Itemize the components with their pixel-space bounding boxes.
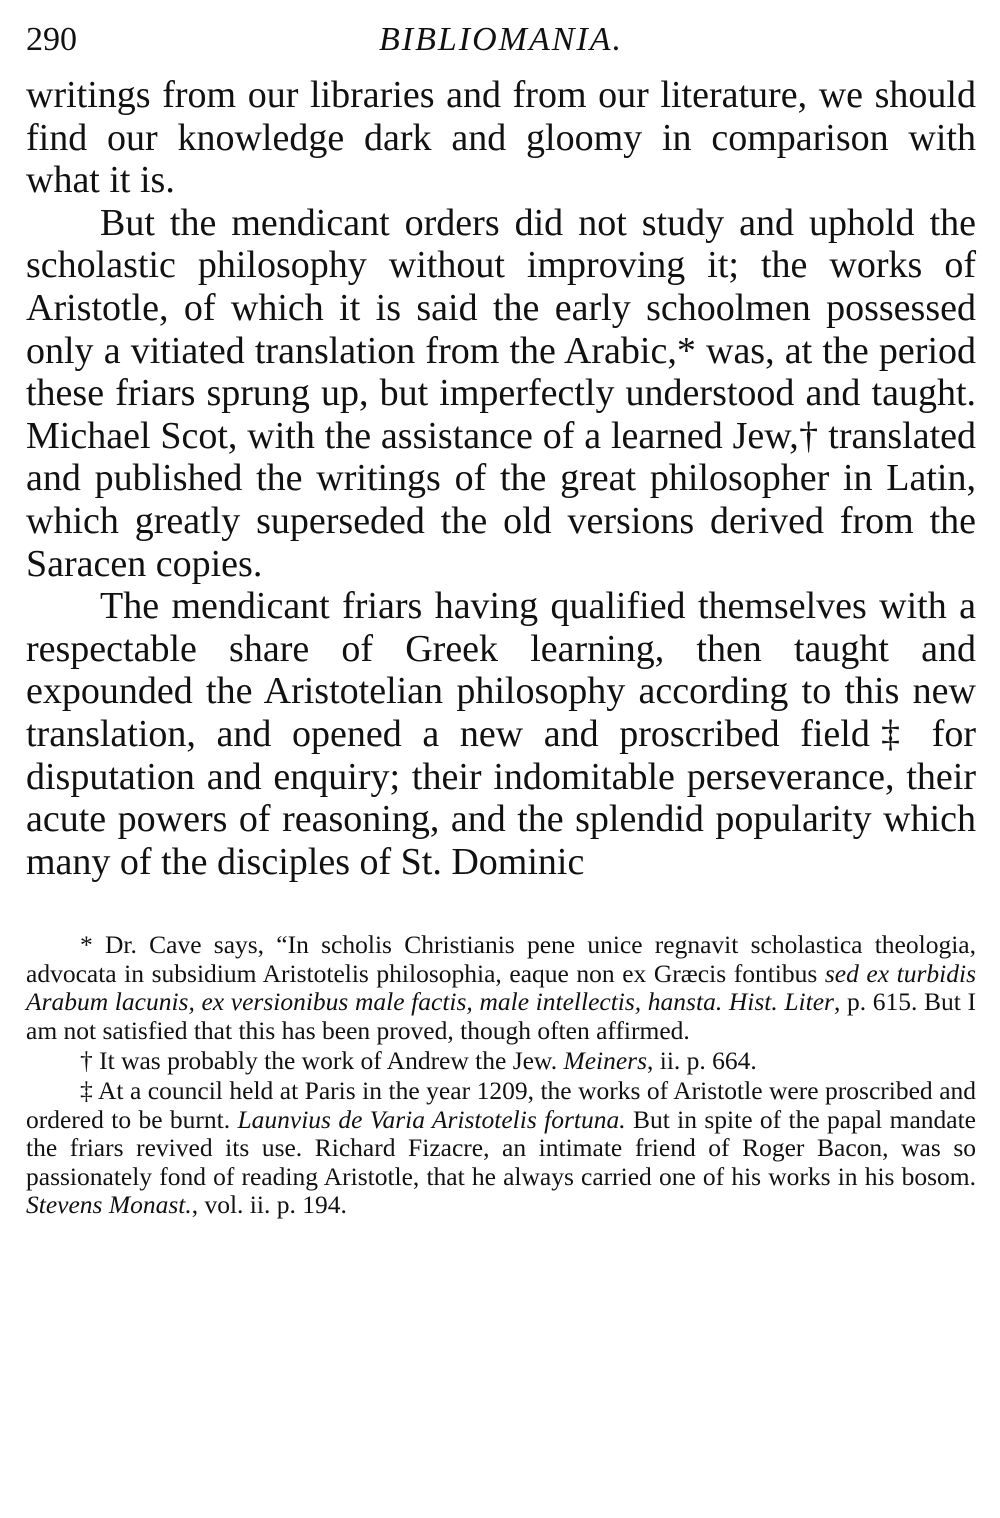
footnote-mark: † — [80, 1045, 93, 1075]
running-title: BIBLIOMANIA. — [378, 21, 623, 58]
footnote-citation: Stevens Monast. — [26, 1189, 192, 1219]
footnote-marker-dagger: † — [798, 414, 819, 457]
footnote-text — [722, 987, 729, 1016]
footnote-text: , p. 615. But I am not satisfied that this has been proved, though often affirmed. — [26, 987, 976, 1045]
footnote-text: At a council held at Paris in the year 1209, the works of Aristotle were proscribed and ordered to be burnt. — [26, 1076, 977, 1134]
footnote-citation: Meiners — [563, 1045, 648, 1075]
paragraph-text: was, at the period these friars sprung up, but imperfectly understood and taught. Michael Scot, with the assistance of a learned Jew, — [26, 329, 977, 457]
footnote-citation: Hist. Liter — [728, 987, 834, 1017]
footnote-marker-asterisk: * — [676, 329, 696, 372]
footnote-text: But in spite of the papal mandate the friars revived its use. Richard Fizacre, an intimate friend of Roger Bacon, was so passionately fond of reading Aristotle, that he always carried one of his works in his bosom. — [26, 1104, 977, 1191]
footnote-text: It was probably the work of Andrew the Jew. — [92, 1045, 564, 1075]
footnote-3 — [26, 1077, 976, 1219]
paragraph-mendicant-orders — [26, 202, 976, 585]
footnote-text: , vol. ii. p. 194. — [191, 1189, 347, 1219]
paragraph-mendicant-friars — [26, 585, 976, 883]
book-page — [26, 18, 976, 1221]
paragraph-text: But the mendicant orders did not study and uphold the scholastic philosophy without improving it; the works of Aristotle, of which it is said the early schoolmen possessed only a vitiated translation from the Arabic, — [26, 201, 976, 372]
footnotes — [26, 931, 976, 1219]
footnote-text: , ii. p. 664. — [647, 1045, 757, 1075]
paragraph-text: The mendicant friars having qualified themselves with a respectable share of Greek learning, then taught and expounded the Aristotelian philosophy according to this new translation, and opened a new and proscribed field — [26, 585, 976, 755]
paragraph-text: for disputation and enquiry; their indomitable perseverance, their acute powers of reasoning, and the splendid popularity which many of the disciples of St. Dominic — [26, 712, 977, 883]
footnote-mark: ‡ — [80, 1076, 93, 1106]
page-number: 290 — [26, 21, 77, 58]
footnote-latin-quote: sed ex turbidis Arabum lacunis, ex versionibus male factis, male intellectis, hansta. — [26, 958, 976, 1017]
footnote-mark: * — [80, 930, 93, 960]
body-text — [26, 74, 976, 883]
running-head — [26, 18, 976, 74]
footnote-2 — [26, 1047, 976, 1075]
paragraph-text: translated and published the writings of the great philosopher in Latin, which greatly superseded the old versions derived from the Saracen copies. — [26, 414, 976, 585]
paragraph-text: writings from our libraries and from our literature, we should find our knowledge dark and gloomy in comparison with what it is. — [26, 74, 976, 202]
footnote-1 — [26, 931, 976, 1045]
footnote-marker-double-dagger: ‡ — [869, 712, 912, 755]
footnote-text: Dr. Cave says, “In scholis Christianis pene unice regnavit scholastica theologia, advocata in subsidium Aristotelis philosophia, eaque non ex Græcis fontibus — [26, 930, 976, 988]
paragraph-continued — [26, 74, 976, 202]
footnote-citation: Launvius de Varia Aristotelis fortuna. — [237, 1104, 626, 1134]
